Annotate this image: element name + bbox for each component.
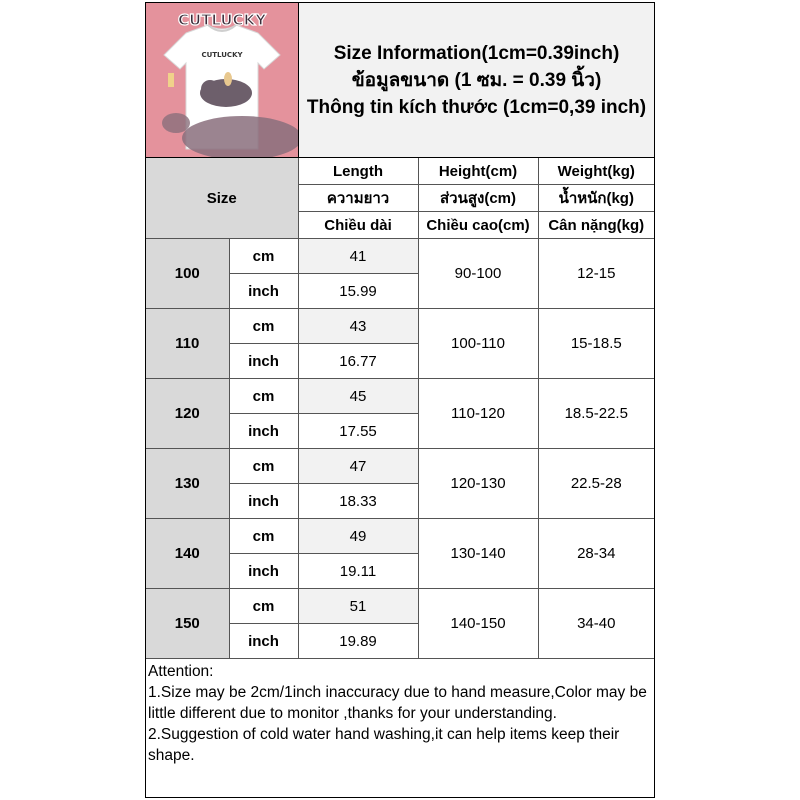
unit-label: cm bbox=[229, 589, 298, 624]
length-cm: 51 bbox=[298, 589, 418, 624]
unit-label: cm bbox=[229, 379, 298, 414]
unit-label: cm bbox=[229, 239, 298, 274]
table-row bbox=[146, 379, 654, 414]
unit-label: cm bbox=[229, 519, 298, 554]
attention-note-2: 2.Suggestion of cold water hand washing,it can help items keep their shape. bbox=[148, 726, 620, 764]
size-value: 100 bbox=[146, 239, 229, 309]
size-value: 140 bbox=[146, 519, 229, 589]
length-cm: 45 bbox=[298, 379, 418, 414]
length-cm: 47 bbox=[298, 449, 418, 484]
height-range: 140-150 bbox=[418, 589, 538, 659]
unit-label: cm bbox=[229, 449, 298, 484]
header-line-vietnamese: Thông tin kích thước (1cm=0,39 inch) bbox=[306, 96, 647, 118]
height-range: 90-100 bbox=[418, 239, 538, 309]
table-row bbox=[146, 519, 654, 554]
weight-range: 34-40 bbox=[538, 589, 654, 659]
size-value: 120 bbox=[146, 379, 229, 449]
weight-header-vi: Cân nặng(kg) bbox=[538, 212, 654, 239]
length-header-en: Length bbox=[298, 158, 418, 185]
size-value: 110 bbox=[146, 309, 229, 379]
size-chart bbox=[145, 2, 655, 798]
height-range: 130-140 bbox=[418, 519, 538, 589]
length-inch: 19.11 bbox=[298, 554, 418, 589]
table-row bbox=[146, 589, 654, 624]
attention-note-1: 1.Size may be 2cm/1inch inaccuracy due to hand measure,Color may be little different due to monitor ,thanks for your understanding. bbox=[148, 684, 647, 722]
table-row bbox=[146, 239, 654, 274]
unit-label: inch bbox=[229, 484, 298, 519]
table-row bbox=[146, 449, 654, 484]
tshirt-illustration bbox=[146, 3, 298, 157]
length-header-vi: Chiều dài bbox=[298, 212, 418, 239]
unit-label: inch bbox=[229, 274, 298, 309]
unit-label: cm bbox=[229, 309, 298, 344]
height-range: 120-130 bbox=[418, 449, 538, 519]
length-cm: 41 bbox=[298, 239, 418, 274]
weight-range: 15-18.5 bbox=[538, 309, 654, 379]
size-value: 150 bbox=[146, 589, 229, 659]
length-cm: 43 bbox=[298, 309, 418, 344]
unit-label: inch bbox=[229, 344, 298, 379]
header-line-thai: ข้อมูลขนาด (1 ซม. = 0.39 นิ้ว) bbox=[351, 69, 602, 91]
length-inch: 18.33 bbox=[298, 484, 418, 519]
height-header-en: Height(cm) bbox=[418, 158, 538, 185]
length-cm: 49 bbox=[298, 519, 418, 554]
length-inch: 19.89 bbox=[298, 624, 418, 659]
weight-range: 22.5-28 bbox=[538, 449, 654, 519]
attention-notes bbox=[146, 659, 654, 768]
size-information-header bbox=[299, 3, 654, 157]
chart-header bbox=[146, 3, 654, 158]
length-inch: 17.55 bbox=[298, 414, 418, 449]
height-header-vi: Chiều cao(cm) bbox=[418, 212, 538, 239]
weight-header-en: Weight(kg) bbox=[538, 158, 654, 185]
length-inch: 15.99 bbox=[298, 274, 418, 309]
unit-label: inch bbox=[229, 554, 298, 589]
length-inch: 16.77 bbox=[298, 344, 418, 379]
header-line-english: Size Information(1cm=0.39inch) bbox=[333, 42, 620, 64]
size-header: Size bbox=[146, 158, 298, 239]
attention-title: Attention: bbox=[148, 663, 214, 680]
shirt-graphic-text: CUTLUCKY bbox=[201, 51, 243, 59]
unit-label: inch bbox=[229, 624, 298, 659]
table-row bbox=[146, 309, 654, 344]
height-range: 110-120 bbox=[418, 379, 538, 449]
weight-range: 12-15 bbox=[538, 239, 654, 309]
weight-range: 28-34 bbox=[538, 519, 654, 589]
size-value: 130 bbox=[146, 449, 229, 519]
weight-range: 18.5-22.5 bbox=[538, 379, 654, 449]
height-range: 100-110 bbox=[418, 309, 538, 379]
product-photo bbox=[146, 3, 299, 157]
size-table bbox=[146, 158, 654, 659]
length-header-th: ความยาว bbox=[298, 185, 418, 212]
height-header-th: ส่วนสูง(cm) bbox=[418, 185, 538, 212]
shirt-graphic-title: CUTLUCKY bbox=[177, 11, 267, 29]
unit-label: inch bbox=[229, 414, 298, 449]
weight-header-th: น้ำหนัก(kg) bbox=[538, 185, 654, 212]
